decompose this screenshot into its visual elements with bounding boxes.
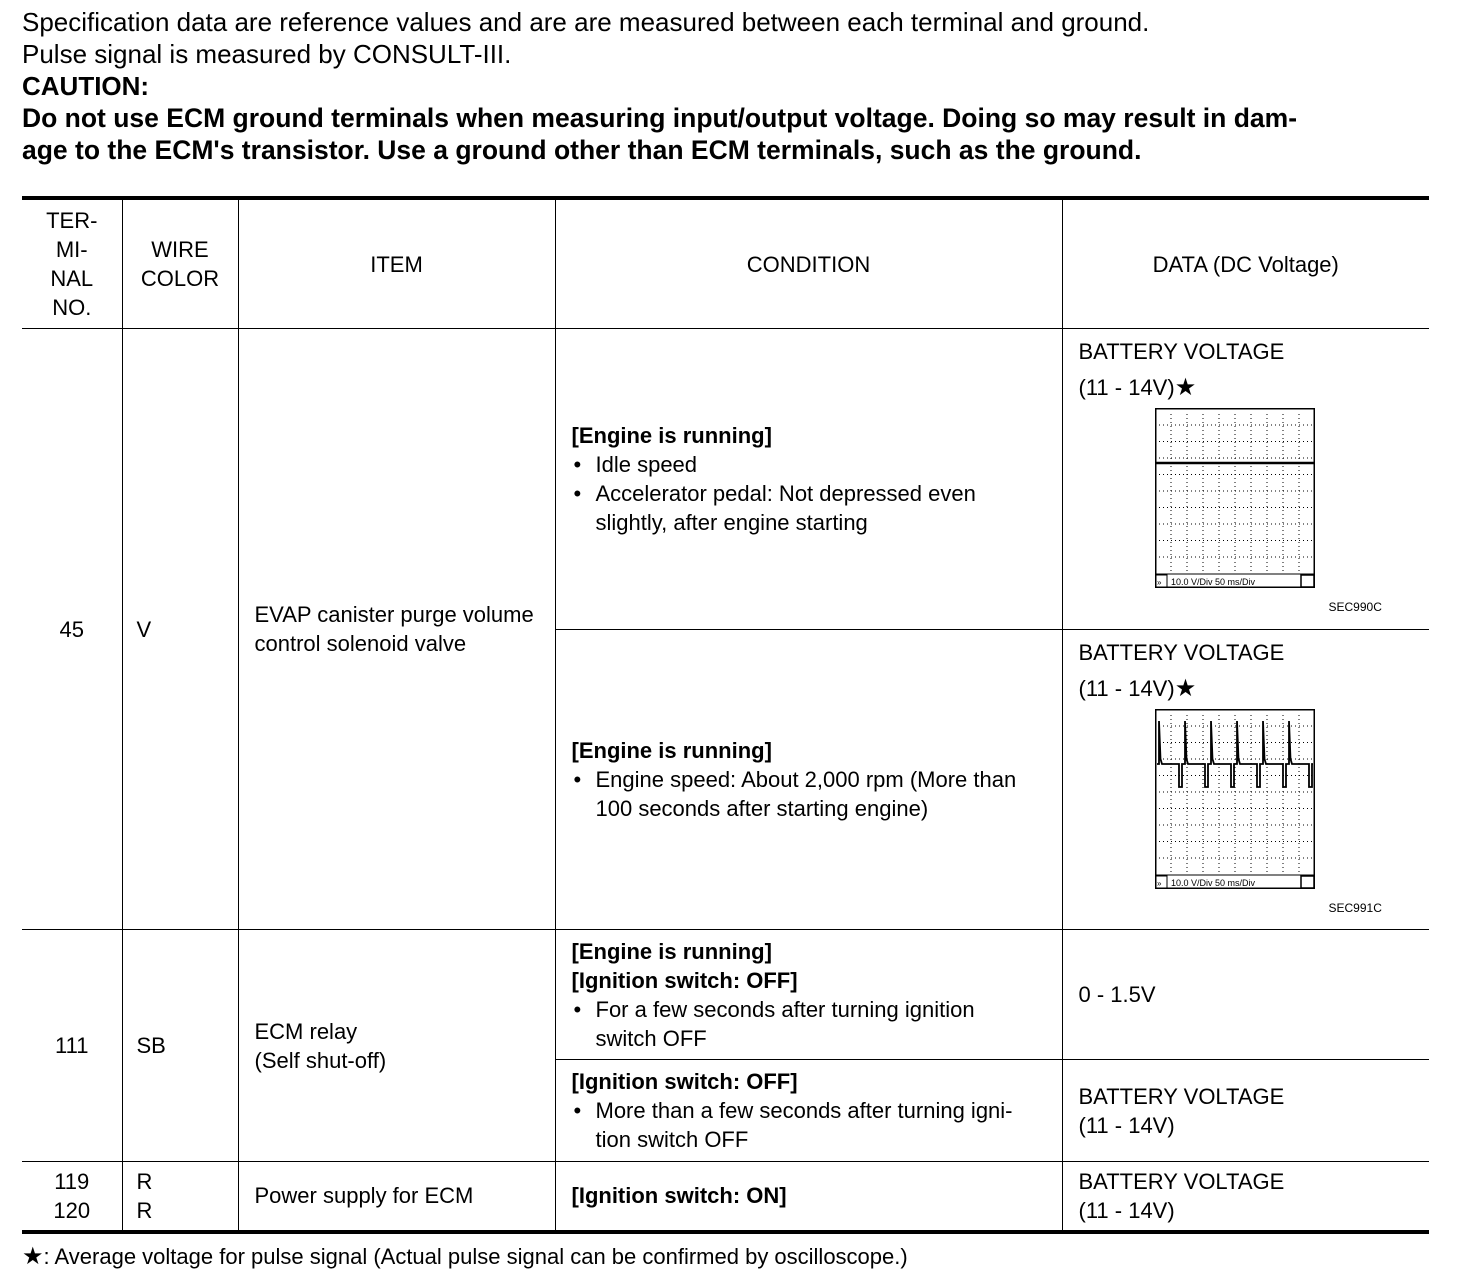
wire-color-111: SB: [122, 930, 238, 1162]
header-wire-color: WIRE COLOR: [122, 198, 238, 329]
list-item: • Engine speed: About 2,000 rpm (More than 100 seconds after starting engine): [572, 765, 1050, 823]
table-row: [22, 329, 1429, 630]
condition-45-idle: [Engine is running] • Idle speed • Accelerator pedal: Not depressed even slightly, after engine starting: [555, 329, 1062, 630]
item-45: EVAP canister purge volume control solenoid valve: [238, 329, 555, 930]
header-item: ITEM: [238, 198, 555, 329]
data-45-idle: BATTERY VOLTAGE (11 - 14V)★ » 10.0 V/Div 50 ms/Div SEC990C: [1062, 329, 1429, 630]
data-111-long-off: BATTERY VOLTAGE (11 - 14V): [1062, 1060, 1429, 1162]
figure-code: SEC991C: [1328, 900, 1382, 915]
caution-text-1: Do not use ECM ground terminals when measuring input/output voltage. Doing so may result in dam-: [22, 103, 1298, 133]
list-item: • For a few seconds after turning ignition switch OFF: [572, 995, 1050, 1053]
footnote-text: : Average voltage for pulse signal (Actual pulse signal can be confirmed by oscilloscope.): [43, 1244, 908, 1269]
condition-45-2000rpm: [Engine is running] • Engine speed: About 2,000 rpm (More than 100 seconds after starting engine): [555, 630, 1062, 930]
data-119-120: BATTERY VOLTAGE (11 - 14V): [1062, 1162, 1429, 1232]
oscilloscope-pulse-waveform: [1155, 709, 1315, 889]
list-item: • Idle speed: [572, 450, 1050, 479]
list-item: • Accelerator pedal: Not depressed even slightly, after engine starting: [572, 479, 1050, 537]
scope-scale-label: 10.0 V/Div 50 ms/Div: [1170, 577, 1255, 587]
terminal-111: 111: [22, 930, 122, 1162]
terminal-spec-table: [22, 196, 1429, 1234]
scope-scale-label: 10.0 V/Div 50 ms/Div: [1170, 877, 1255, 888]
figure-code: SEC990C: [1328, 600, 1382, 614]
condition-119-120: [Ignition switch: ON]: [555, 1162, 1062, 1232]
header-terminal-no: TER- MI- NAL NO.: [22, 198, 122, 329]
pulse-note: Pulse signal is measured by CONSULT-III.: [22, 39, 512, 69]
caution-label: CAUTION:: [22, 71, 150, 101]
condition-111-after-off: [Engine is running] [Ignition switch: OFF] • For a few seconds after turning ignition switch OFF: [555, 930, 1062, 1060]
table-row: [22, 1162, 1429, 1232]
header-condition: CONDITION: [555, 198, 1062, 329]
svg-text:»: »: [1156, 878, 1161, 888]
list-item: • More than a few seconds after turning igni- tion switch OFF: [572, 1096, 1050, 1154]
table-header-row: [22, 198, 1429, 329]
footnote: [22, 1242, 908, 1272]
star-icon: ★: [1174, 374, 1197, 401]
wire-color-45: V: [122, 329, 238, 930]
condition-111-long-off: [Ignition switch: OFF] • More than a few seconds after turning igni- tion switch OFF: [555, 1060, 1062, 1162]
oscilloscope-flat-waveform: [1155, 408, 1315, 588]
caution-text-2: age to the ECM's transistor. Use a ground other than ECM terminals, such as the ground.: [22, 135, 1142, 165]
star-icon: ★: [1174, 674, 1197, 702]
intro-notes: [22, 6, 1442, 166]
data-111-after-off: 0 - 1.5V: [1062, 930, 1429, 1060]
terminal-119-120: 119 120: [22, 1162, 122, 1232]
item-119-120: Power supply for ECM: [238, 1162, 555, 1232]
wire-color-119-120: R R: [122, 1162, 238, 1232]
svg-text:»: »: [1156, 578, 1161, 587]
header-data: DATA (DC Voltage): [1062, 198, 1429, 329]
terminal-45: 45: [22, 329, 122, 930]
table-row: [22, 930, 1429, 1060]
star-icon: ★: [22, 1243, 44, 1270]
spec-note: Specification data are reference values and are are measured between each terminal and ground.: [22, 7, 1150, 37]
data-45-2000rpm: BATTERY VOLTAGE (11 - 14V)★ » 10.0 V/Div 50 ms/Div SEC991C: [1062, 630, 1429, 930]
item-111: ECM relay (Self shut-off): [238, 930, 555, 1162]
